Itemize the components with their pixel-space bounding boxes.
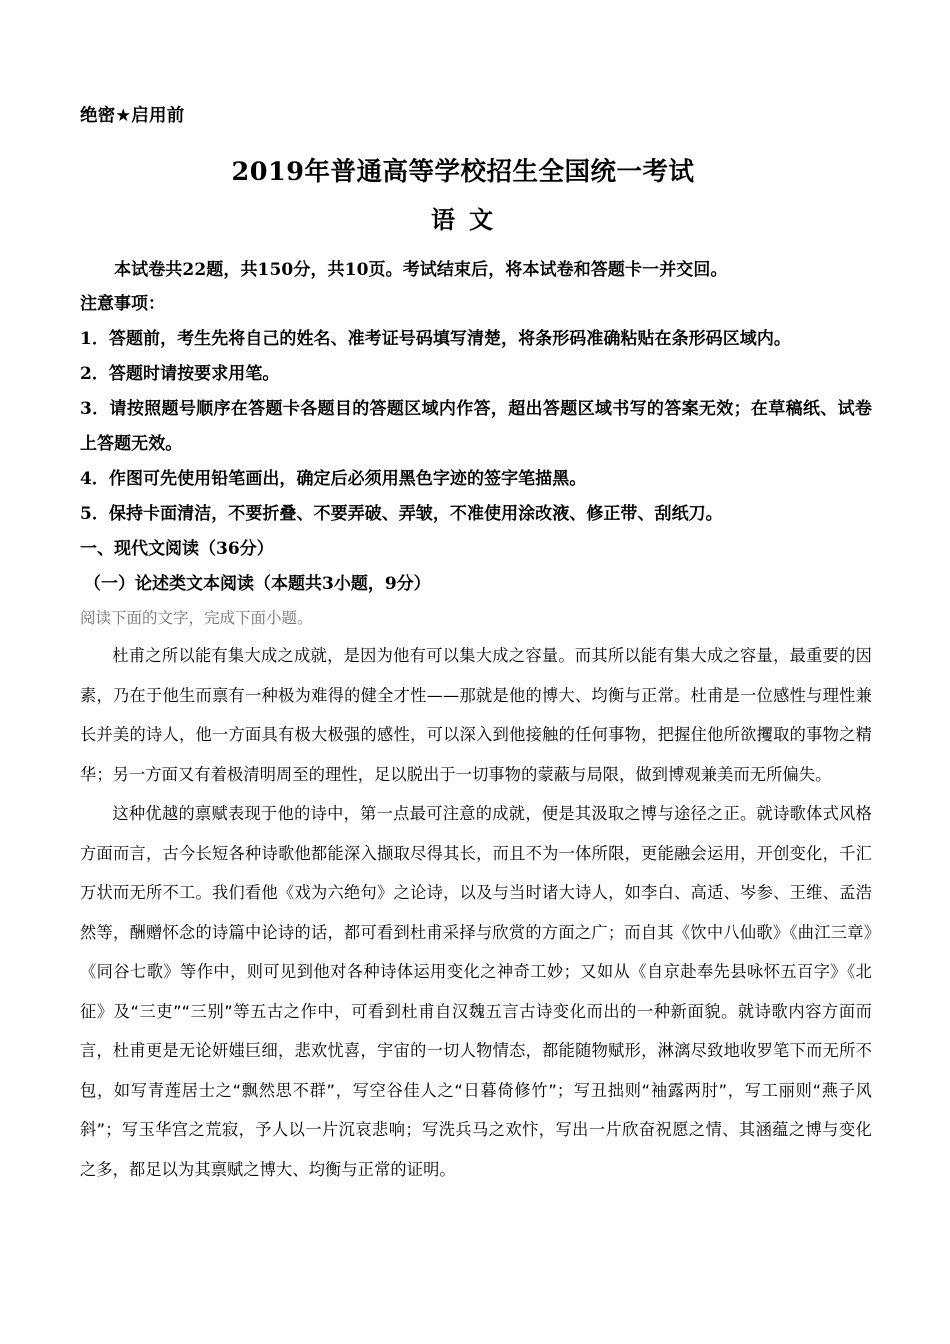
notice-item: 5．保持卡面清洁，不要折叠、不要弄破、弄皱，不准使用涂改液、修正带、刮纸刀。 bbox=[80, 504, 723, 524]
notice-item: 2．答题时请按要求用笔。 bbox=[80, 364, 280, 384]
section-heading: 一、现代文阅读（36分） bbox=[80, 539, 274, 559]
exam-title: 2019年普通高等学校招生全国统一考试 bbox=[231, 157, 695, 187]
notice-item: 3．请按照题号顺序在答题卡各题目的答题区域内作答，超出答题区域书写的答案无效；在草稿纸、试卷上答题无效。 bbox=[80, 399, 872, 454]
passage-paragraph: 这种优越的禀赋表现于他的诗中，第一点最可注意的成就，便是其汲取之博与途径之正。就诗歌体式风格方面而言，古今长短各种诗歌他都能深入撷取尽得其长，而且不为一体所限，更能融会运用，开创变化，千汇万状而无所不工。我们看他《戏为六绝句》之论诗，以及与当时诸大诗人，如李白、高适、岑参、王维、孟浩然等，酬赠怀念的诗篇中论诗的话，都可看到杜甫采择与欣赏的方面之广；而自其《饮中八仙歌》《曲江三章》《同谷七歌》等作中，则可见到他对各种诗体运用变化之神奇工妙；又如从《自京赴奉先县咏怀五百字》《北征》及“三吏”“三别”等五古之作中，可看到杜甫自汉魏五言古诗变化而出的一种新面貌。就诗歌内容方面而言，杜甫更是无论妍媸巨细，悲欢忧喜，宇宙的一切人物情态，都能随物赋形，淋漓尽致地收罗笔下而无所不包，如写青莲居士之“飘然思不群”，写空谷佳人之“日暮倚修竹”；写丑拙则“袖露两肘”，写工丽则“燕子风斜”；写玉华宫之荒寂，予人以一片沉哀悲响；写洗兵马之欢忭，写出一片欣奋祝愿之情、其涵蕴之博与变化之多，都足以为其禀赋之博大、均衡与正常的证明。 bbox=[80, 804, 872, 1179]
subsection-heading: （一）论述类文本阅读（本题共3小题，9分） bbox=[84, 574, 431, 594]
notice-lead: 本试卷共22题，共150分，共10页。考试结束后，将本试卷和答题卡一并交回。 bbox=[114, 260, 728, 280]
notice-item: 4．作图可先使用铅笔画出，确定后必须用黑色字迹的签字笔描黑。 bbox=[80, 469, 587, 489]
notice-heading: 注意事项： bbox=[80, 294, 165, 314]
subject-title: 语文 bbox=[431, 205, 507, 234]
secrecy-notice: 绝密★启用前 bbox=[80, 106, 185, 126]
reading-instruction: 阅读下面的文字，完成下面小题。 bbox=[80, 609, 313, 627]
passage-paragraph: 杜甫之所以能有集大成之成就，是因为他有可以集大成之容量。而其所以能有集大成之容量，最重要的因素，乃在于他生而禀有一种极为难得的健全才性——那就是他的博大、均衡与正常。杜甫是一位感性与理性兼长并美的诗人，他一方面具有极大极强的感性，可以深入到他接触的任何事物，把握住他所欲攫取的事物之精华；另一方面又有着极清明周至的理性，足以脱出于一切事物的蒙蔽与局限，做到博观兼美而无所偏失。 bbox=[80, 646, 872, 784]
notice-item: 1．答题前，考生先将自己的姓名、准考证号码填写清楚，将条形码准确粘贴在条形码区域内。 bbox=[80, 329, 791, 349]
